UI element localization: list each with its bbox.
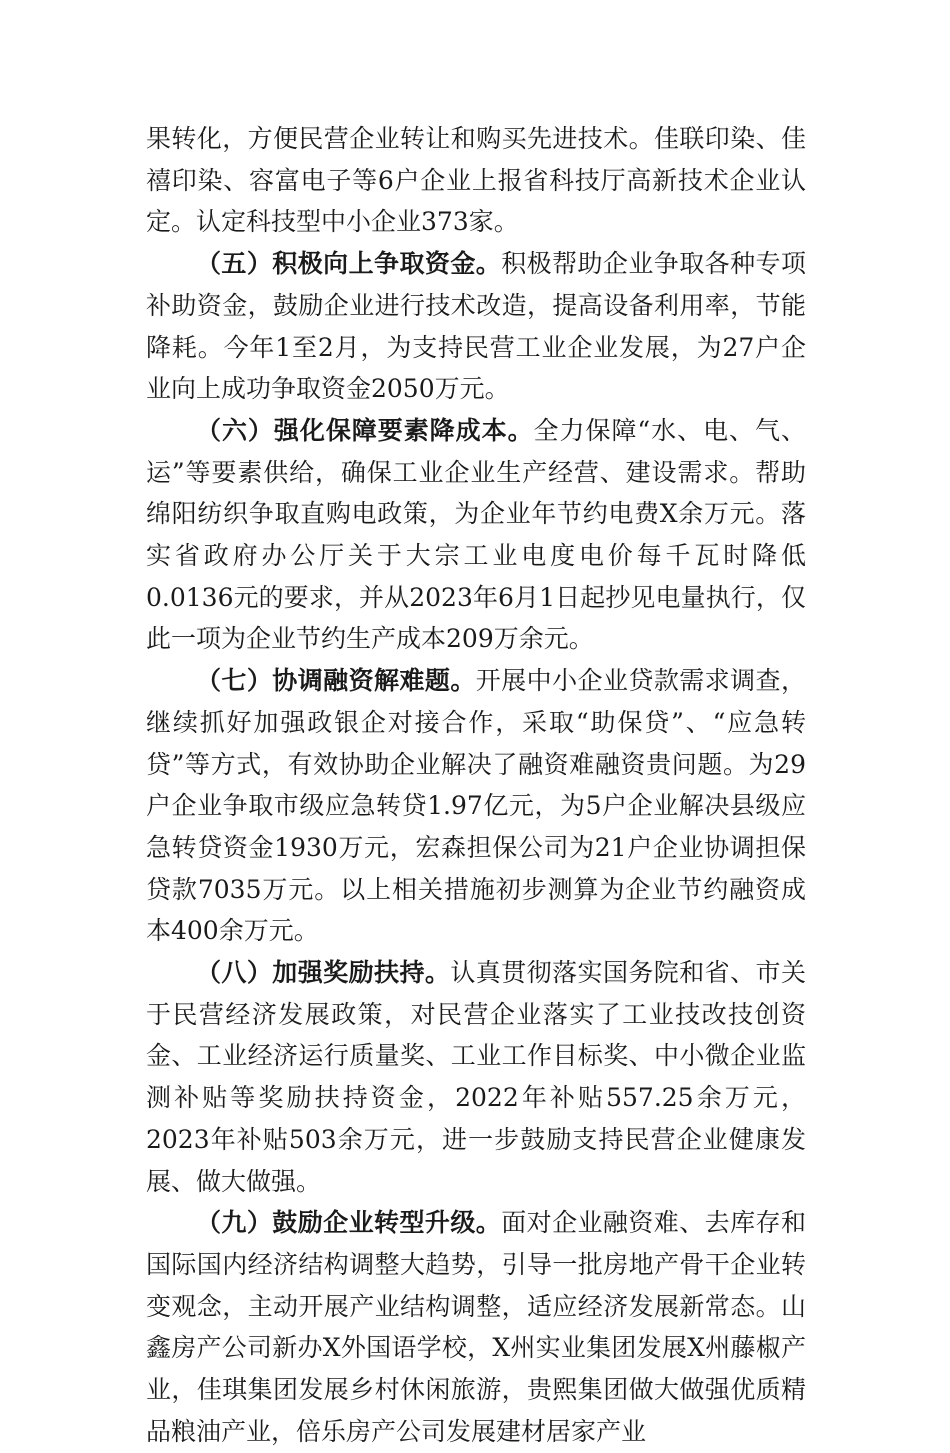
section-6-body: 全力保障“水、电、气、运”等要素供给，确保工业企业生产经营、建设需求。帮助绵阳纺织争取直购电政策，为企业年节约电费X余万元。落实省政府办公厅关于大宗工业电度电价每千瓦时降低0.0136元的要求，并从2023年6月1日起抄见电量执行，仅此一项为企业节约生产成本209万余元。 — [146, 415, 806, 654]
section-5-body: 积极帮助企业争取各种专项补助资金，鼓励企业进行技术改造，提高设备利用率，节能降耗。今年1至2月，为支持民营工业企业发展，为27户企业向上成功争取资金2050万元。 — [146, 249, 806, 404]
paragraph-section-6 — [146, 410, 806, 660]
section-6-heading: （六）强化保障要素降成本。 — [196, 415, 534, 445]
section-8-heading: （八）加强奖励扶持。 — [196, 958, 451, 988]
section-9-heading: （九）鼓励企业转型升级。 — [196, 1208, 502, 1238]
section-7-body: 开展中小企业贷款需求调查，继续抓好加强政银企对接合作，采取“助保贷”、“应急转贷”等方式，有效协助企业解决了融资难融资贵问题。为29户企业争取市级应急转贷1.97亿元，为5户企业解决县级应急转贷资金1930万元，宏森担保公司为21户企业协调担保贷款7035万元。以上相关措施初步测算为企业节约融资成本400余万元。 — [146, 666, 806, 946]
document-page — [146, 118, 806, 1453]
paragraph-1 — [146, 118, 806, 243]
paragraph-section-9 — [146, 1202, 806, 1452]
section-5-heading: （五）积极向上争取资金。 — [196, 249, 502, 279]
paragraph-1-body: 果转化，方便民营企业转让和购买先进技术。佳联印染、佳禧印染、容富电子等6户企业上报省科技厅高新技术企业认定。认定科技型中小企业373家。 — [146, 124, 806, 237]
paragraph-section-7 — [146, 660, 806, 952]
paragraph-section-8 — [146, 952, 806, 1202]
paragraph-section-5 — [146, 243, 806, 410]
section-7-heading: （七）协调融资解难题。 — [196, 666, 476, 696]
section-9-body: 面对企业融资难、去库存和国际国内经济结构调整大趋势，引导一批房地产骨干企业转变观念，主动开展产业结构调整，适应经济发展新常态。山鑫房产公司新办X外国语学校，X州实业集团发展X州藤椒产业，佳琪集团发展乡村休闲旅游，贵熙集团做大做强优质精品粮油产业，倍乐房产公司发展建材居家产业 — [146, 1208, 806, 1446]
section-8-body: 认真贯彻落实国务院和省、市关于民营经济发展政策，对民营企业落实了工业技改技创资金、工业经济运行质量奖、工业工作目标奖、中小微企业监测补贴等奖励扶持资金，2022年补贴557.25余万元，2023年补贴503余万元，进一步鼓励支持民营企业健康发展、做大做强。 — [146, 958, 806, 1196]
